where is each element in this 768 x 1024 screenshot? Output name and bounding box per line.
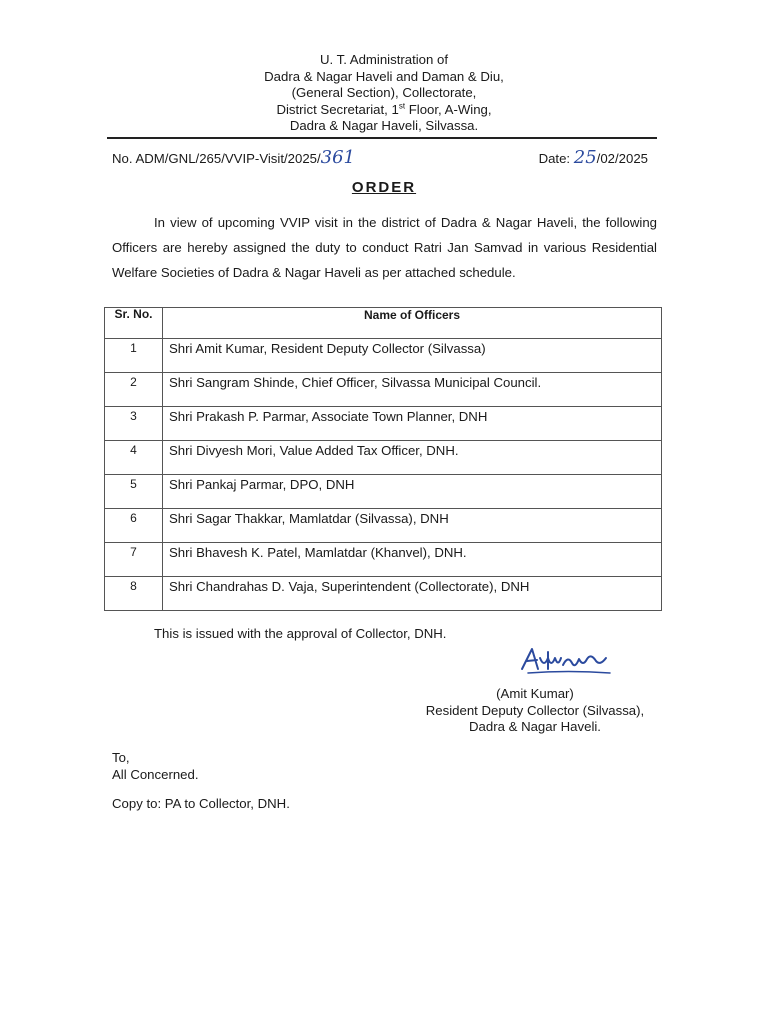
row-sr-no: 8 <box>105 577 163 611</box>
approval-line: This is issued with the approval of Collector, DNH. <box>154 626 447 641</box>
header-divider <box>107 137 657 139</box>
copy-to-line: Copy to: PA to Collector, DNH. <box>112 796 290 811</box>
date-label: Date: <box>538 151 574 166</box>
reference-handwritten-number: 361 <box>320 147 356 168</box>
table-row <box>105 577 662 611</box>
letterhead-line-4-sup: st <box>398 101 406 111</box>
letterhead-line-4 <box>0 102 768 119</box>
row-officer-name: Shri Amit Kumar, Resident Deputy Collector (Silvassa) <box>163 339 662 373</box>
table-row <box>105 441 662 475</box>
reference-label: No. ADM/GNL/265/VVIP-Visit/2025/ <box>112 151 321 166</box>
document-title: ORDER <box>351 179 417 196</box>
row-officer-name: Shri Bhavesh K. Patel, Mamlatdar (Khanvel), DNH. <box>163 543 662 577</box>
recipient-block <box>112 750 199 783</box>
table-row <box>105 475 662 509</box>
table-header-row <box>105 308 662 339</box>
row-sr-no: 3 <box>105 407 163 441</box>
letterhead-line-4-pre: District Secretariat, 1 <box>276 101 399 117</box>
signatory-designation: Resident Deputy Collector (Silvassa), <box>425 702 645 718</box>
signatory-block <box>400 686 670 736</box>
letterhead-line-4-post: Floor, A-Wing, <box>405 101 492 117</box>
table-row <box>105 509 662 543</box>
recipient-to: To, <box>112 750 130 765</box>
letterhead-line-5: Dadra & Nagar Haveli, Silvassa. <box>289 118 479 133</box>
row-sr-no: 7 <box>105 543 163 577</box>
body-paragraph: In view of upcoming VVIP visit in the district of Dadra & Nagar Haveli, the following Officers are hereby assigned the duty to conduct Ratri Jan Samvad in various Residential Welfare Societies of Dadra & Nagar Haveli as per attached schedule. <box>112 215 657 280</box>
letterhead-line-2: Dadra & Nagar Haveli and Daman & Diu, <box>264 68 504 84</box>
row-officer-name: Shri Pankaj Parmar, DPO, DNH <box>163 475 662 509</box>
letterhead-line-1: U. T. Administration of <box>319 52 449 67</box>
officers-table <box>104 307 662 611</box>
letterhead-line-3: (General Section), Collectorate, <box>291 85 477 100</box>
order-date <box>539 147 648 168</box>
row-officer-name: Shri Sangram Shinde, Chief Officer, Silvassa Municipal Council. <box>163 373 662 407</box>
table-row <box>105 407 662 441</box>
row-sr-no: 5 <box>105 475 163 509</box>
column-header-sr-no: Sr. No. <box>105 308 163 339</box>
row-sr-no: 1 <box>105 339 163 373</box>
row-officer-name: Shri Divyesh Mori, Value Added Tax Officer, DNH. <box>163 441 662 475</box>
date-rest: /02/2025 <box>596 151 648 166</box>
row-sr-no: 4 <box>105 441 163 475</box>
signature-icon <box>518 643 614 677</box>
date-handwritten-day: 25 <box>573 147 597 168</box>
reference-number <box>112 147 355 168</box>
table-row <box>105 373 662 407</box>
row-officer-name: Shri Sagar Thakkar, Mamlatdar (Silvassa), DNH <box>163 509 662 543</box>
recipient-whom: All Concerned. <box>112 766 199 782</box>
row-officer-name: Shri Prakash P. Parmar, Associate Town Planner, DNH <box>163 407 662 441</box>
signatory-name: (Amit Kumar) <box>496 686 574 701</box>
table-row <box>105 543 662 577</box>
row-sr-no: 2 <box>105 373 163 407</box>
letterhead <box>0 52 768 135</box>
signatory-place: Dadra & Nagar Haveli. <box>469 719 601 734</box>
row-sr-no: 6 <box>105 509 163 543</box>
column-header-name: Name of Officers <box>163 308 662 339</box>
row-officer-name: Shri Chandrahas D. Vaja, Superintendent (Collectorate), DNH <box>163 577 662 611</box>
table-row <box>105 339 662 373</box>
